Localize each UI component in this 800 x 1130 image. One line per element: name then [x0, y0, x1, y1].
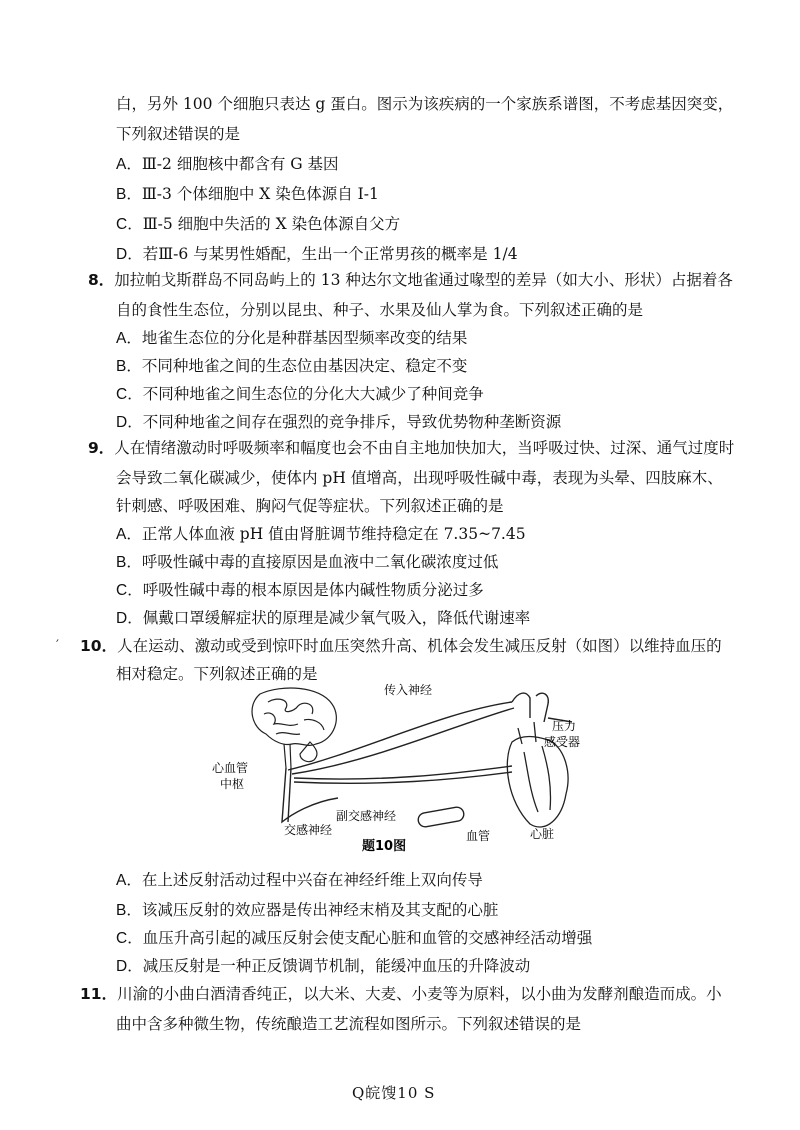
option-letter: C． [116, 216, 143, 233]
q8-stem-2: 自的食性生态位，分别以昆虫、种子、水果及仙人掌为食。下列叙述正确的是 [116, 301, 644, 319]
q11-stem-2: 曲中含多种微生物，传统酿造工艺流程如图所示。下列叙述错误的是 [116, 1015, 582, 1033]
figure-caption: 题10图 [362, 839, 407, 854]
baroreflex-diagram [212, 682, 582, 854]
option-text: 地雀生态位的分化是种群基因型频率改变的结果 [141, 329, 468, 347]
q9-stem-3: 针刺感、呼吸困难、胸闷气促等症状。下列叙述正确的是 [116, 497, 504, 515]
option-letter: B． [116, 554, 142, 571]
brain-drawing [252, 688, 336, 768]
option-letter: B． [116, 902, 142, 919]
q8-option-d [116, 412, 561, 433]
option-letter: D． [116, 414, 143, 431]
q7-option-d [116, 244, 518, 265]
option-letter: A． [116, 330, 142, 347]
q9-option-d [116, 608, 530, 629]
q10-stem-1 [80, 636, 722, 656]
pencil-tick-mark: ′ [56, 638, 59, 653]
q9-option-a [116, 524, 526, 545]
q8-stem-1 [88, 270, 733, 290]
pressure-receptor-label-1: 压力 [552, 719, 577, 733]
artery-branch [512, 693, 530, 718]
afferent-nerve-line [288, 702, 512, 770]
heart-label: 心脏 [530, 827, 555, 841]
q8-option-c [116, 384, 484, 405]
question-text: 人在情绪激动时呼吸频率和幅度也会不由自主地加快加大，当呼吸过快、过深、通气过度时 [114, 439, 735, 457]
q10-option-a [116, 870, 483, 891]
option-text: 呼吸性碱中毒的直接原因是血液中二氧化碳浓度过低 [141, 553, 499, 571]
option-text: Ⅲ-3 个体细胞中 X 染色体源自 I-1 [141, 185, 379, 203]
q10-option-b [116, 900, 498, 921]
option-text: 在上述反射活动过程中兴奋在神经纤维上双向传导 [141, 871, 483, 889]
q10-stem-2: 相对稳定。下列叙述正确的是 [116, 665, 318, 683]
option-text: Ⅲ-2 细胞核中都含有 G 基因 [141, 155, 339, 173]
q9-stem-2: 会导致二氧化碳减少，使体内 pH 值增高，出现呼吸性碱中毒，表现为头晕、四肢麻木、 [116, 469, 723, 487]
q7-option-c [116, 214, 400, 235]
option-letter: B． [116, 186, 142, 203]
option-letter: D． [116, 610, 143, 627]
option-letter: B． [116, 358, 142, 375]
nerve-pathways [282, 693, 572, 822]
option-text: 该减压反射的效应器是传出神经末梢及其支配的心脏 [141, 901, 499, 919]
option-letter: A． [116, 872, 142, 889]
option-text: 减压反射是一种正反馈调节机制，能缓冲血压的升降波动 [142, 957, 531, 975]
q10-option-c [116, 928, 592, 949]
option-text: 不同种地雀之间存在强烈的竞争排斥，导致优势物种垄断资源 [142, 413, 562, 431]
option-text: 呼吸性碱中毒的根本原因是体内碱性物质分泌过多 [142, 581, 484, 599]
q9-option-c [116, 580, 484, 601]
question-number: 11． [80, 985, 118, 1003]
q8-option-b [116, 356, 467, 377]
option-letter: C． [116, 386, 143, 403]
q7-stem-cont-1: 白，另外 100 个细胞只表达 g 蛋白。图示为该疾病的一个家族系谱图，不考虑基因突变， [116, 95, 734, 113]
option-letter: C． [116, 582, 143, 599]
blood-vessel-drawing [417, 806, 465, 828]
question-text: 川渝的小曲白酒清香纯正，以大米、大麦、小麦等为原料，以小曲为发酵剂酿造而成。小 [117, 985, 722, 1003]
afferent-nerve-line [292, 708, 514, 774]
q10-option-d [116, 956, 530, 977]
option-text: 血压升高引起的减压反射会使支配心脏和血管的交感神经活动增强 [142, 929, 593, 947]
sympathetic-nerve-line [288, 768, 291, 822]
pressure-receptor-label-2: 感受器 [544, 735, 581, 749]
question-text: 人在运动、激动或受到惊吓时血压突然升高、机体会发生减压反射（如图）以维持血压的 [117, 637, 722, 655]
sympathetic-nerve-label: 交感神经 [284, 823, 333, 837]
option-text: 佩戴口罩缓解症状的原理是减少氧气吸入，降低代谢速率 [142, 609, 531, 627]
q7-option-b [116, 184, 379, 205]
option-text: 正常人体血液 pH 值由肾脏调节维持稳定在 7.35~7.45 [141, 525, 526, 543]
question-number: 8． [88, 271, 115, 289]
q9-stem-1 [88, 438, 734, 458]
q7-option-a [116, 154, 339, 175]
option-letter: A． [116, 526, 142, 543]
afferent-nerve-label: 传入神经 [384, 683, 433, 697]
page-footer: Q皖馊10 S [352, 1084, 436, 1102]
blood-vessel-label: 血管 [466, 829, 491, 843]
question-text: 加拉帕戈斯群岛不同岛屿上的 13 种达尔文地雀通过喙型的差异（如大小、形状）占据着各 [114, 271, 733, 289]
artery-branch [536, 693, 548, 722]
option-text: 若Ⅲ-6 与某男性婚配，生出一个正常男孩的概率是 1/4 [142, 245, 518, 263]
cardiovascular-center-label-1: 心血管 [212, 761, 249, 775]
option-letter: D． [116, 246, 143, 263]
option-letter: D． [116, 958, 143, 975]
question-number: 10． [80, 637, 118, 655]
q11-stem-1 [80, 984, 722, 1004]
question-number: 9． [88, 439, 115, 457]
cardiovascular-center-label-2: 中枢 [220, 777, 245, 791]
q7-stem-cont-2: 下列叙述错误的是 [116, 125, 241, 143]
option-text: Ⅲ-5 细胞中失活的 X 染色体源自父方 [142, 215, 401, 233]
q9-option-b [116, 552, 498, 573]
parasympathetic-nerve-label: 副交感神经 [336, 809, 397, 823]
option-text: 不同种地雀之间生态位的分化大大减少了种间竞争 [142, 385, 484, 403]
option-letter: C． [116, 930, 143, 947]
option-text: 不同种地雀之间的生态位由基因决定、稳定不变 [141, 357, 468, 375]
q8-option-a [116, 328, 467, 349]
option-letter: A． [116, 156, 142, 173]
